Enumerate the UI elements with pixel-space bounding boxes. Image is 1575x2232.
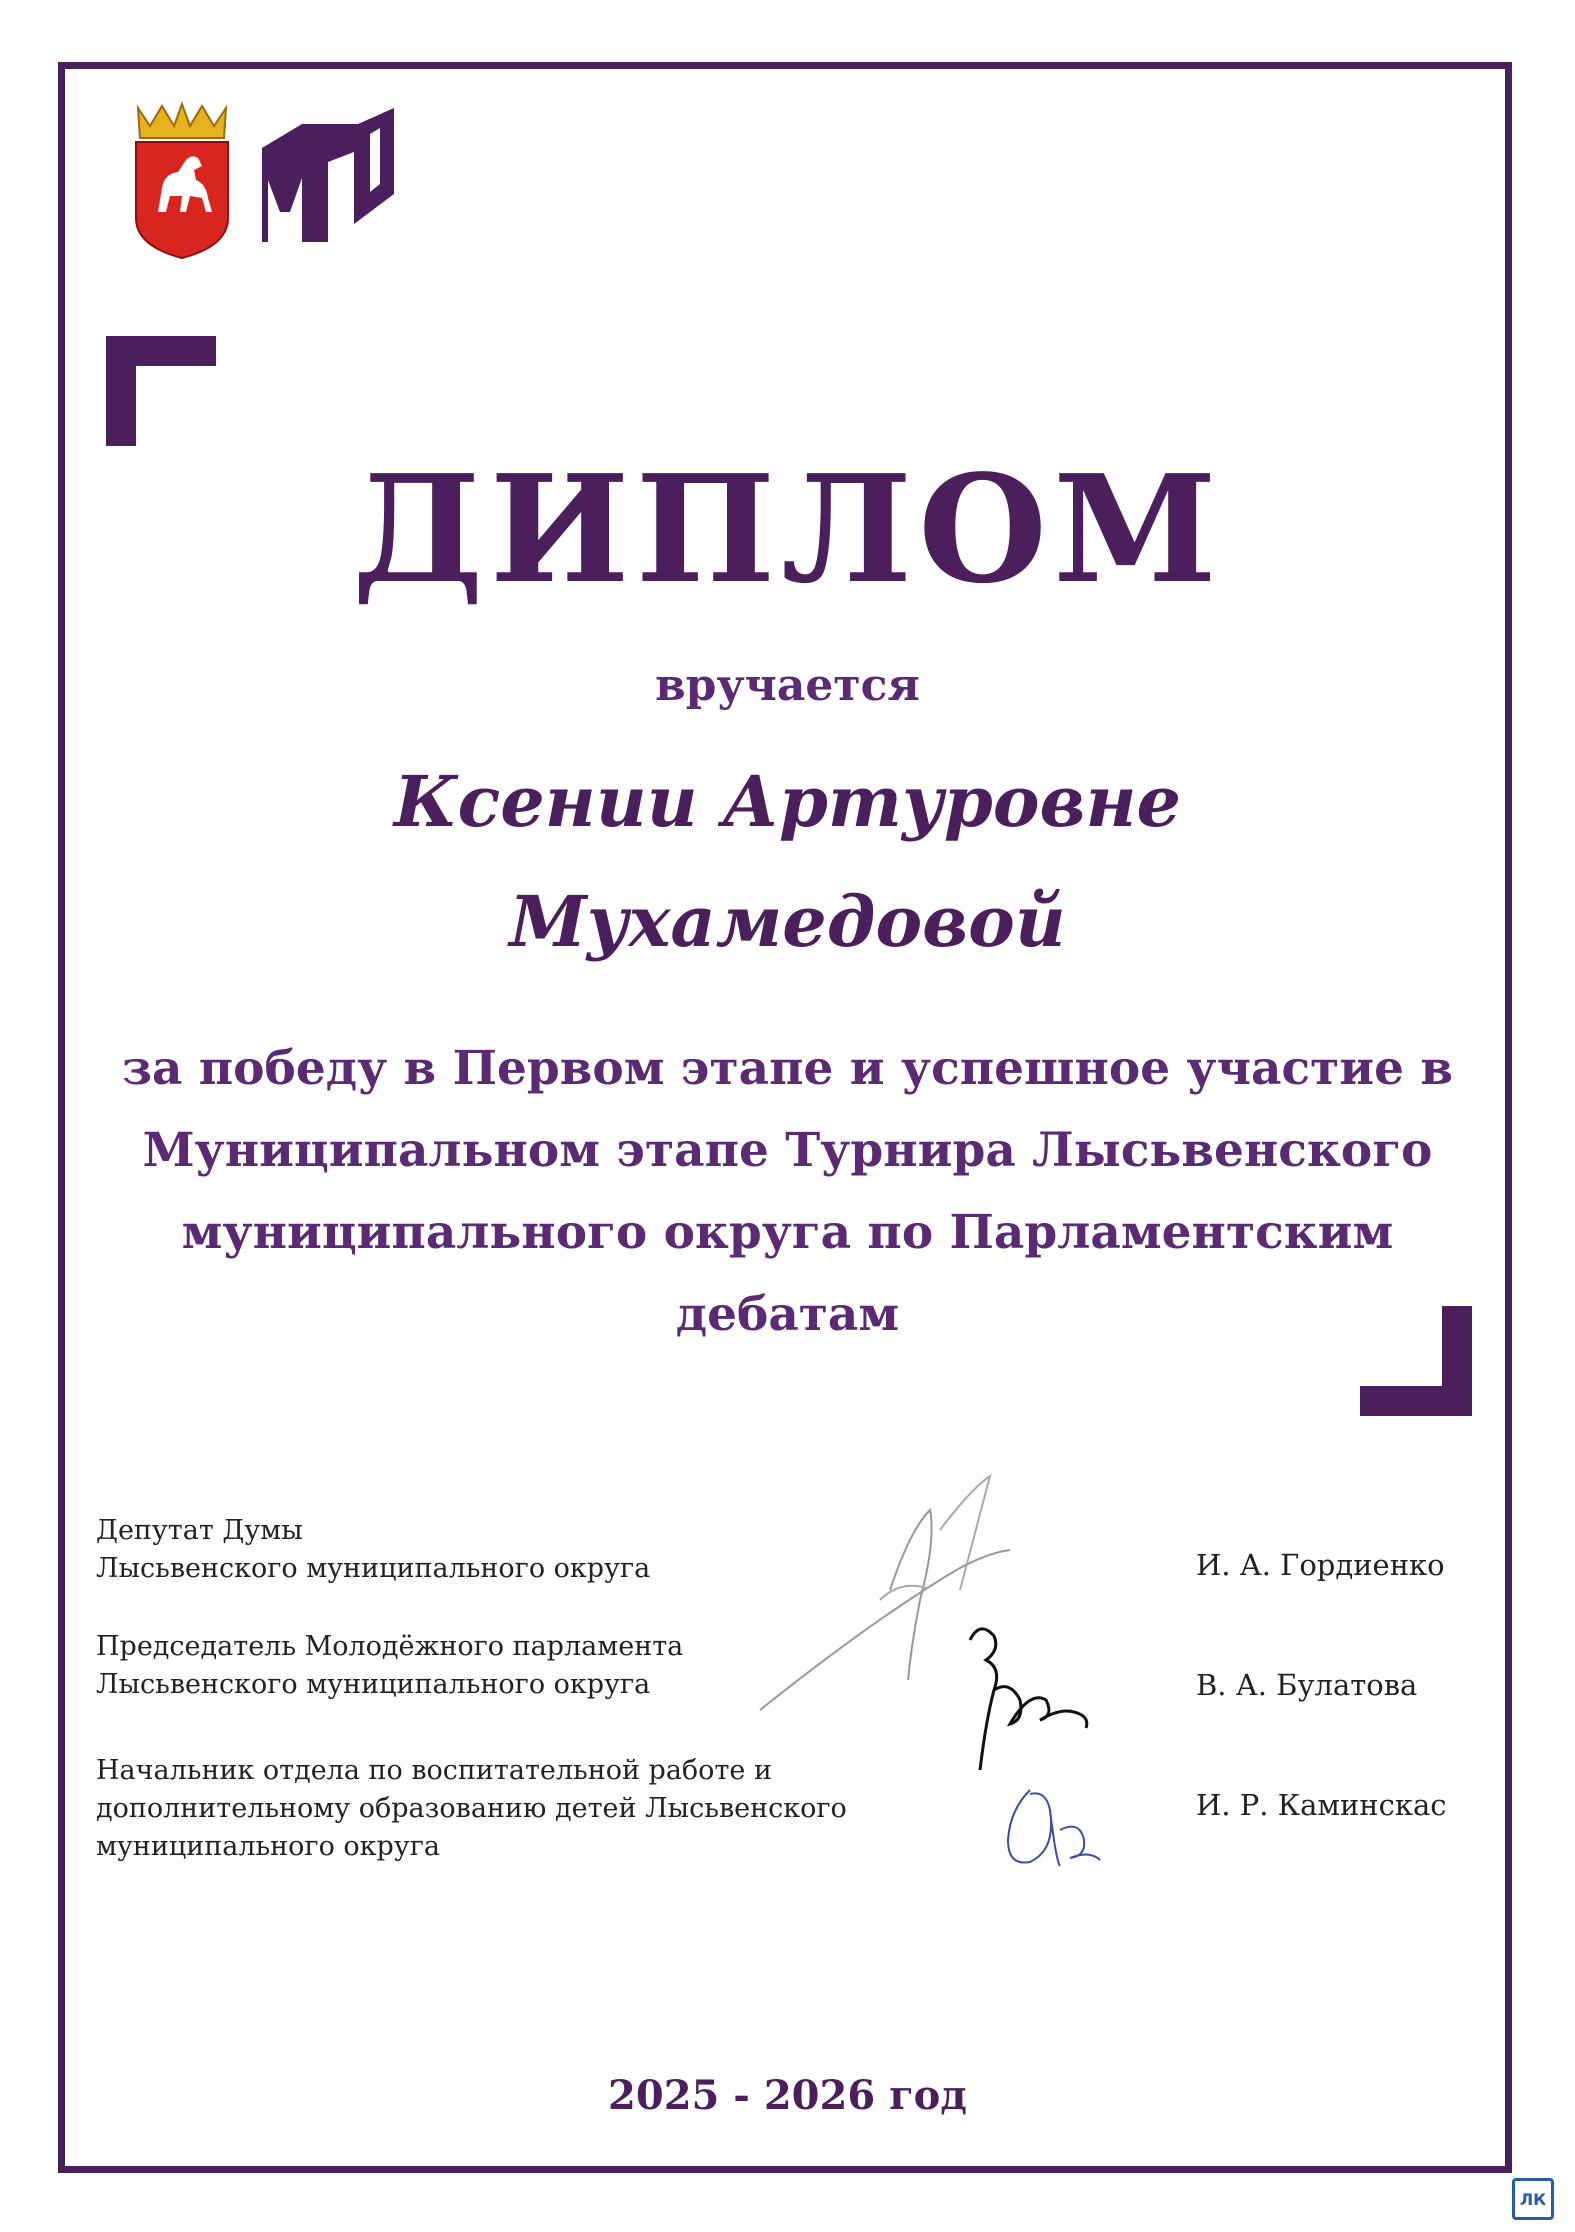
signatory-role-3 xyxy=(96,1752,916,1866)
signatory-role-1-line2: Лысьвенского муниципального округа xyxy=(96,1553,651,1584)
signatory-role-1-line1: Депутат Думы xyxy=(96,1515,303,1546)
signatory-name-2: В. А. Булатова xyxy=(1196,1668,1418,1702)
signature-bulatova xyxy=(950,1620,1100,1780)
award-reason: за победу в Первом этапе и успешное участие в Муниципальном этапе Турнира Лысьвенского муниципального округа по Парламентским дебатам xyxy=(121,1041,1454,1342)
signatory-role-2-line2: Лысьвенского муниципального округа xyxy=(96,1669,651,1700)
signatory-role-3-line1: Начальник отдела по воспитательной работе и xyxy=(96,1755,772,1786)
diploma-title: ДИПЛОМ xyxy=(352,442,1223,616)
signatory-role-3-line3: муниципального округа xyxy=(96,1831,440,1862)
recipient-name-line1: Ксении Артуровне xyxy=(393,760,1182,843)
recipient-name-line2: Мухамедовой xyxy=(509,880,1066,963)
awarded-text: вручается xyxy=(655,660,920,711)
signatory-name-1: И. А. Гордиенко xyxy=(1196,1548,1445,1582)
lysva-coat-of-arms-icon xyxy=(128,100,236,260)
signatory-role-3-line2: дополнительному образованию детей Лысьвенского xyxy=(96,1793,847,1824)
signature-kaminskas xyxy=(1000,1770,1110,1880)
corner-badge-icon: ЛК xyxy=(1512,2178,1554,2220)
academic-year: 2025 - 2026 год xyxy=(608,2072,967,2119)
signatory-name-3: И. Р. Каминскас xyxy=(1196,1788,1447,1822)
mp-logo-icon xyxy=(258,104,398,246)
corner-ornament-top-left-vertical xyxy=(106,336,136,446)
signatory-role-2-line1: Председатель Молодёжного парламента xyxy=(96,1631,684,1662)
